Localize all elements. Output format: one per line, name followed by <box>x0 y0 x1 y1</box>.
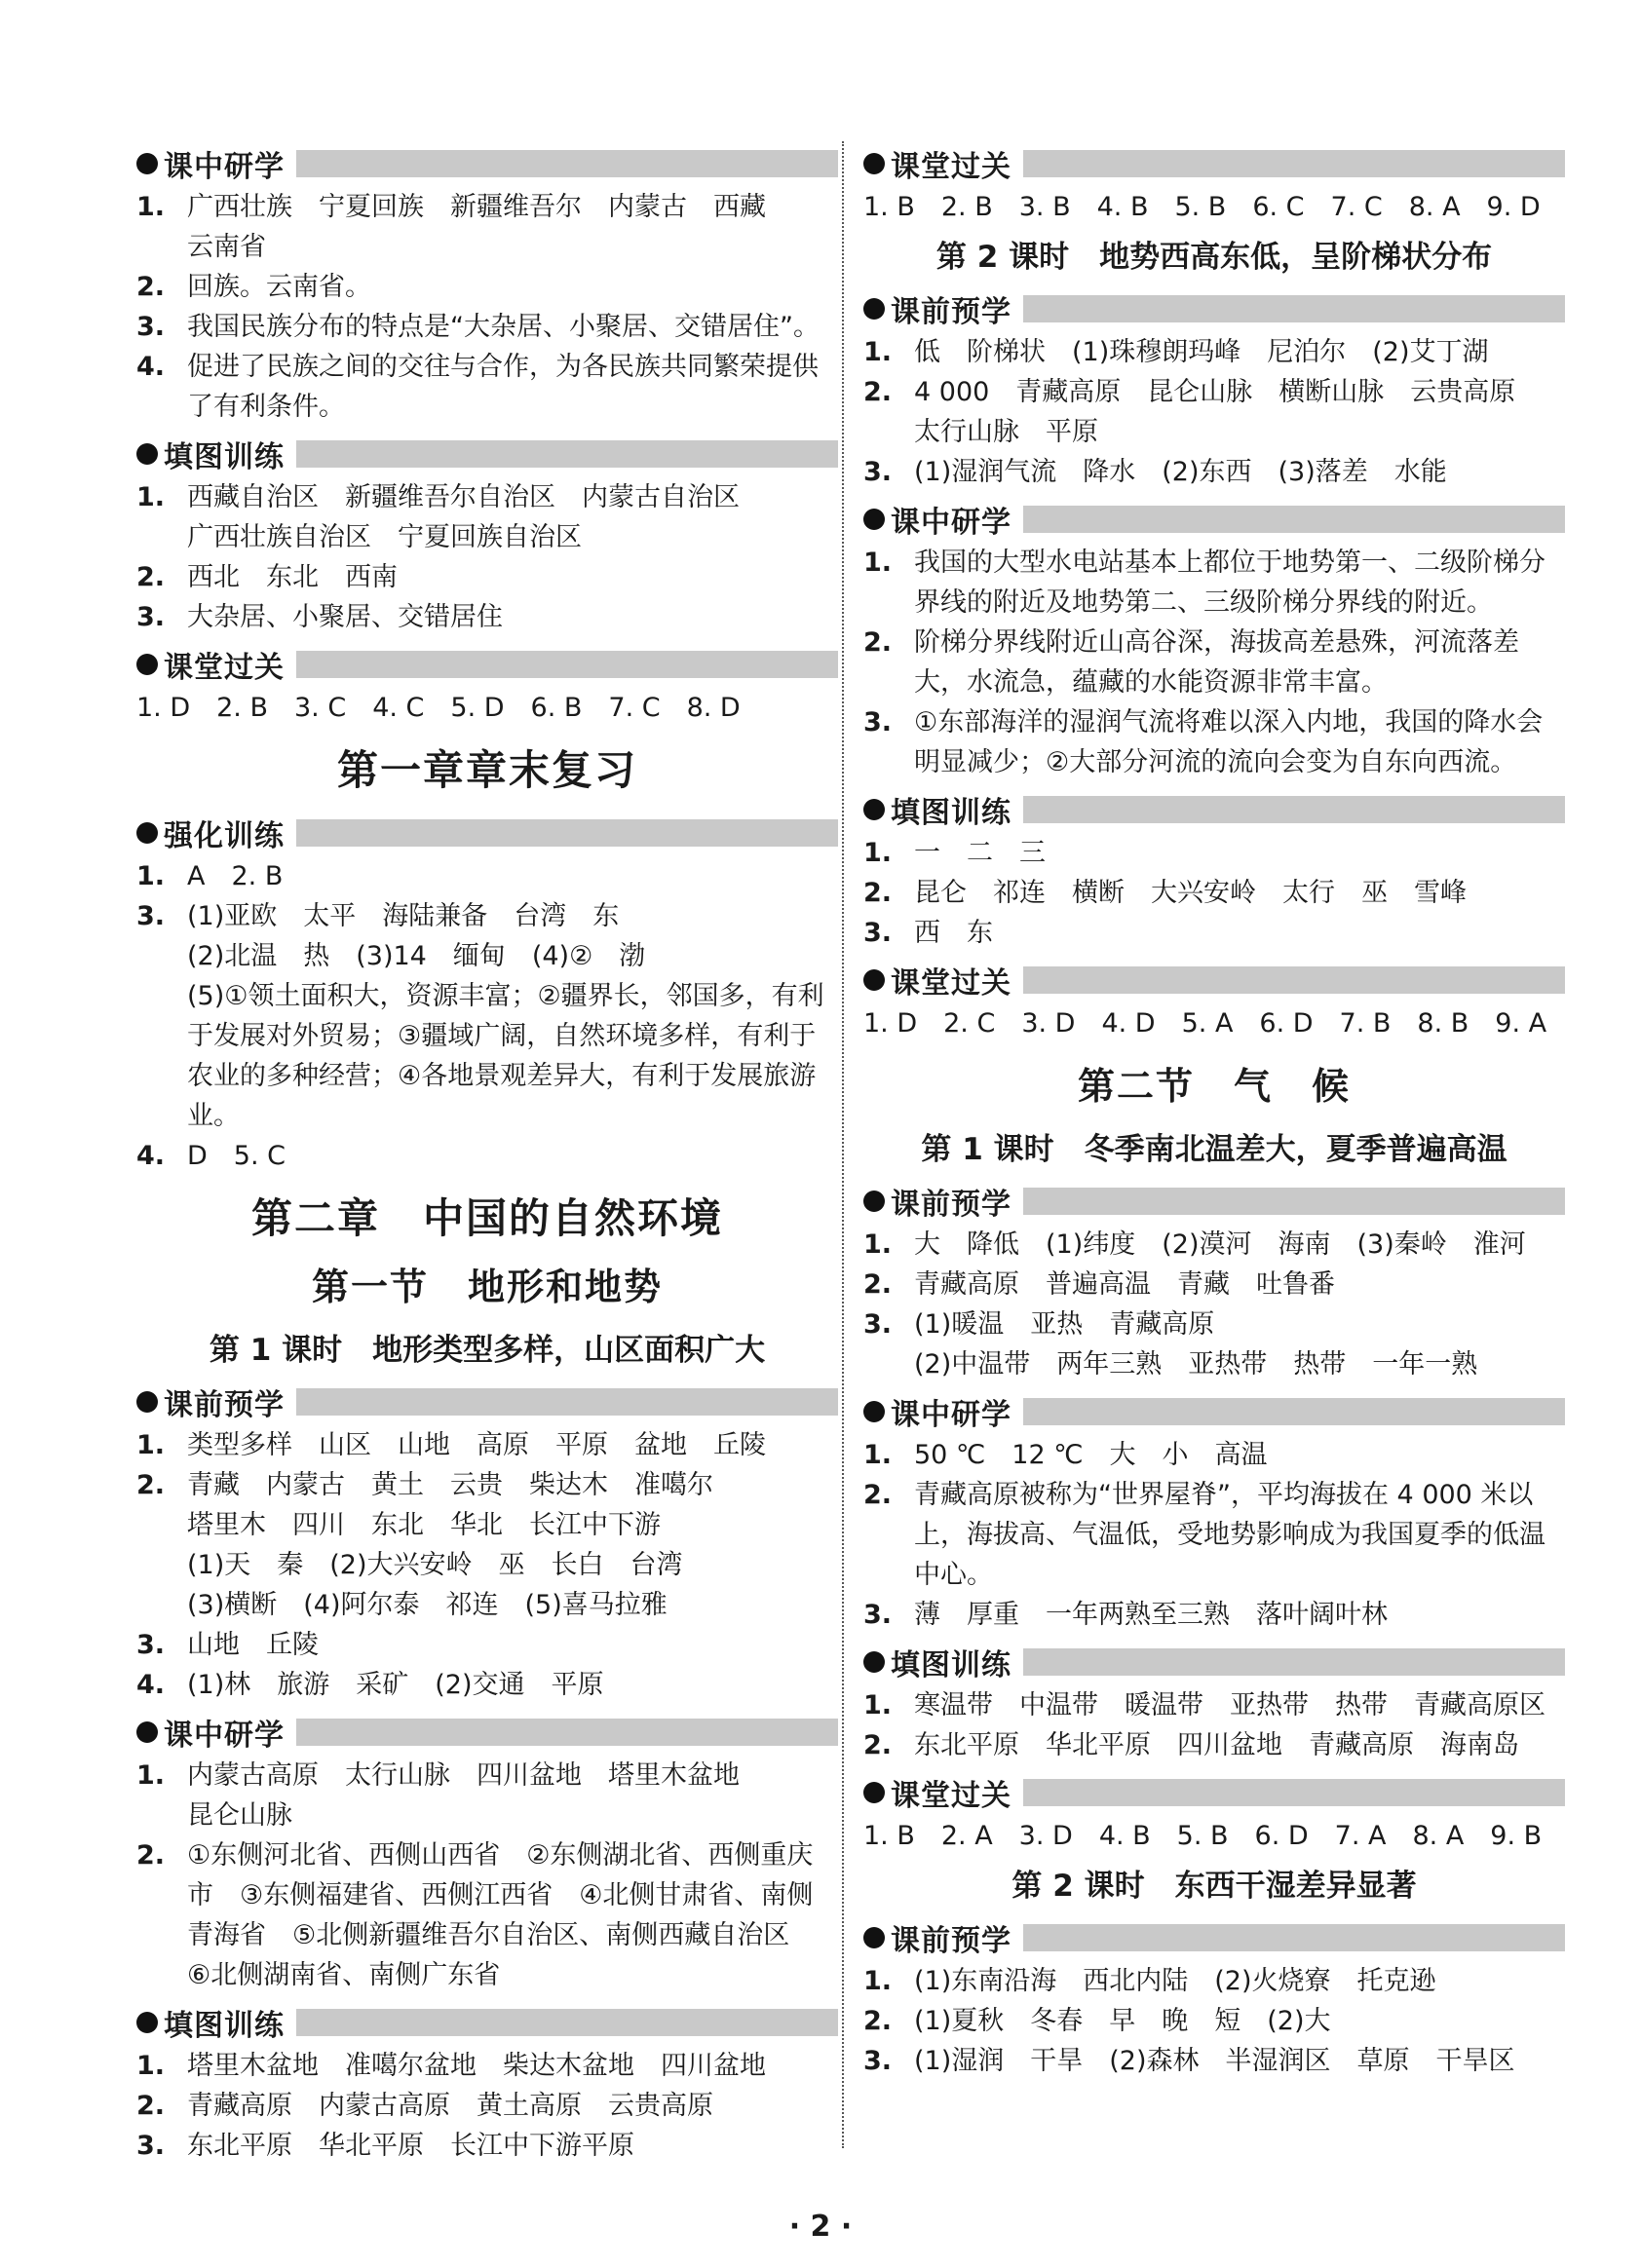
section-bar <box>296 819 838 847</box>
section-title: 课中研学 <box>891 1398 1011 1432</box>
column-divider <box>842 141 844 2148</box>
section-title: 课堂过关 <box>164 651 285 685</box>
answer-item: 2. 青藏高原 内蒙古高原 黄土高原 云贵高原 <box>136 2091 713 2121</box>
answer-item: 3. 大杂居、小聚居、交错居住 <box>136 602 503 632</box>
section-header <box>863 786 1565 833</box>
answer-item: 3. (1)亚欧 太平 海陆兼备 台湾 东 <box>136 901 620 931</box>
section-heading: 第一节 地形和地势 <box>311 1266 663 1308</box>
answer-item: 3. 我国民族分布的特点是“大杂居、小聚居、交错居住”。 <box>136 312 820 342</box>
section-bar <box>1023 1648 1565 1676</box>
bullet-icon <box>863 298 885 320</box>
section-title: 课中研学 <box>164 1719 285 1753</box>
bullet-icon <box>863 153 885 174</box>
section-title: 课堂过关 <box>891 1779 1011 1813</box>
answer-continuation: (2)北温 热 (3)14 缅甸 (4)② 渤 <box>187 941 646 971</box>
bullet-icon <box>863 1782 885 1803</box>
section-header <box>863 140 1565 187</box>
page-number: · 2 · <box>788 2210 853 2244</box>
answer-item: 2. 西北 东北 西南 <box>136 562 398 592</box>
answer-continuation: (5)①领土面积大，资源丰富；②疆界长，邻国多，有利于发展对外贸易；③疆域广阔，自然环境多样，有利于农业的多种经营；④各地景观差异大，有利于发展旅游业。 <box>187 981 824 1131</box>
lesson-title: 第 1 课时 冬季南北温差大，夏季普遍高温 <box>921 1132 1507 1167</box>
section-bar <box>1023 1188 1565 1215</box>
section-header <box>136 1999 838 2046</box>
section-bar <box>1023 1924 1565 1951</box>
section-title: 填图训练 <box>164 2009 285 2043</box>
bullet-icon <box>136 654 158 675</box>
section-title: 课前预学 <box>891 1924 1011 1958</box>
lesson-title: 第 1 课时 地形类型多样，山区面积广大 <box>209 1333 766 1368</box>
bullet-icon <box>863 799 885 820</box>
chapter-title: 第一章章末复习 <box>336 746 637 794</box>
section-header <box>136 140 838 187</box>
answer-item: 3. 薄 厚重 一年两熟至三熟 落叶阔叶林 <box>863 1600 1388 1630</box>
answer-item: 3. 西 东 <box>863 918 993 948</box>
answer-item: 3. 山地 丘陵 <box>136 1630 319 1660</box>
section-title: 强化训练 <box>164 819 285 853</box>
section-header <box>136 1709 838 1756</box>
answer-item: 1. A 2. B <box>136 861 284 891</box>
bullet-icon <box>136 822 158 844</box>
answer-continuation: 塔里木 四川 东北 华北 长江中下游 <box>187 1510 661 1540</box>
answer-item: 2. 青藏高原 普遍高温 青藏 吐鲁番 <box>863 1269 1335 1300</box>
answer-item: 1. 塔里木盆地 准噶尔盆地 柴达木盆地 四川盆地 <box>136 2051 766 2081</box>
answer-item: 3. (1)湿润气流 降水 (2)东西 (3)落差 水能 <box>863 457 1447 487</box>
section-bar <box>1023 150 1565 177</box>
section-bar <box>1023 506 1565 533</box>
right-column <box>863 136 1565 2081</box>
answer-continuation: (3)横断 (4)阿尔泰 祁连 (5)喜马拉雅 <box>187 1590 668 1620</box>
answer-item: 2. 东北平原 华北平原 四川盆地 青藏高原 海南岛 <box>863 1730 1519 1760</box>
answer-item: 2. 青藏 内蒙古 黄土 云贵 柴达木 准噶尔 <box>136 1470 713 1500</box>
answer-item: 1. 西藏自治区 新疆维吾尔自治区 内蒙古自治区 <box>136 482 740 512</box>
bullet-icon <box>863 1651 885 1673</box>
section-title: 课前预学 <box>891 295 1011 329</box>
answer-item: 2. (1)夏秋 冬春 早 晚 短 (2)大 <box>863 2006 1331 2036</box>
bullet-icon <box>136 1721 158 1743</box>
section-bar <box>296 1719 838 1746</box>
answer-continuation: 昆仑山脉 <box>187 1800 292 1831</box>
answer-item: 1. 一 二 三 <box>863 838 1046 868</box>
answer-continuation: 云南省 <box>187 232 266 262</box>
section-title: 课堂过关 <box>891 150 1011 184</box>
section-title: 填图训练 <box>891 796 1011 830</box>
section-header <box>136 810 838 856</box>
section-header <box>863 957 1565 1003</box>
section-bar <box>1023 1398 1565 1425</box>
answer-item: 1. (1)东南沿海 西北内陆 (2)火烧寮 托克逊 <box>863 1966 1436 1996</box>
lesson-title: 第 2 课时 东西干湿差异显著 <box>1011 1869 1417 1904</box>
bullet-icon <box>863 509 885 530</box>
section-bar <box>296 651 838 678</box>
bullet-icon <box>863 969 885 991</box>
bullet-icon <box>863 1191 885 1212</box>
section-bar <box>1023 295 1565 322</box>
answer-item: 2. 青藏高原被称为“世界屋脊”，平均海拔在 4 000 米以上，海拔高、气温低，受地势影响成为我国夏季的低温中心。 <box>863 1480 1546 1590</box>
section-title: 课前预学 <box>891 1188 1011 1222</box>
section-header <box>136 641 838 688</box>
answer-item: 3. 东北平原 华北平原 长江中下游平原 <box>136 2131 634 2161</box>
section-header <box>136 1379 838 1425</box>
section-title: 填图训练 <box>164 440 285 474</box>
answer-continuation: (2)中温带 两年三熟 亚热带 热带 一年一熟 <box>914 1349 1478 1380</box>
section-title: 课堂过关 <box>891 966 1011 1001</box>
answer-item: 1. 我国的大型水电站基本上都位于地势第一、二级阶梯分界线的附近及地势第二、三级阶梯分界线的附近。 <box>863 548 1546 618</box>
section-header <box>863 1388 1565 1435</box>
answer-item: 1. 广西壮族 宁夏回族 新疆维吾尔 内蒙古 西藏 <box>136 192 766 222</box>
answer-item: 3. (1)湿润 干旱 (2)森林 半湿润区 草原 干旱区 <box>863 2046 1515 2076</box>
section-title: 课中研学 <box>164 150 285 184</box>
bullet-icon <box>863 1927 885 1948</box>
section-bar <box>296 2009 838 2036</box>
answer-item: 4. D 5. C <box>136 1141 286 1171</box>
section-title: 课中研学 <box>891 506 1011 540</box>
bullet-icon <box>136 443 158 465</box>
chapter-title: 第二章 中国的自然环境 <box>250 1194 723 1242</box>
section-header <box>863 1178 1565 1225</box>
answer-row: 1. D 2. B 3. C 4. C 5. D 6. B 7. C 8. D <box>136 693 741 723</box>
section-bar <box>296 440 838 468</box>
answer-continuation: 广西壮族自治区 宁夏回族自治区 <box>187 522 582 552</box>
answer-continuation: (1)天 秦 (2)大兴安岭 巫 长白 台湾 <box>187 1550 683 1580</box>
answer-item: 1. 内蒙古高原 太行山脉 四川盆地 塔里木盆地 <box>136 1760 740 1791</box>
answer-item: 4. 促进了民族之间的交往与合作，为各民族共同繁荣提供了有利条件。 <box>136 352 819 422</box>
answer-item: 2. 4 000 青藏高原 昆仑山脉 横断山脉 云贵高原 <box>863 377 1516 407</box>
answer-item: 1. 大 降低 (1)纬度 (2)漠河 海南 (3)秦岭 淮河 <box>863 1229 1526 1260</box>
answer-item: 2. 阶梯分界线附近山高谷深，海拔高差悬殊，河流落差大，水流急，蕴藏的水能资源非常丰富。 <box>863 627 1519 698</box>
left-column <box>136 136 838 2166</box>
section-bar <box>1023 1779 1565 1806</box>
section-title: 填图训练 <box>891 1648 1011 1682</box>
bullet-icon <box>136 2012 158 2033</box>
answer-item: 2. 回族。云南省。 <box>136 272 371 302</box>
answer-item: 2. ①东侧河北省、西侧山西省 ②东侧湖北省、西侧重庆市 ③东侧福建省、西侧江西省 ④北侧甘肃省、南侧青海省 ⑤北侧新疆维吾尔自治区、南侧西藏自治区 ⑥北侧湖南省、南侧广东省 <box>136 1840 817 1990</box>
bullet-icon <box>863 1401 885 1422</box>
section-header <box>863 1769 1565 1816</box>
section-bar <box>1023 966 1565 994</box>
section-header <box>863 1639 1565 1685</box>
answer-item: 1. 低 阶梯状 (1)珠穆朗玛峰 尼泊尔 (2)艾丁湖 <box>863 337 1489 367</box>
section-bar <box>296 150 838 177</box>
bullet-icon <box>136 1391 158 1413</box>
section-header <box>136 431 838 477</box>
answer-item: 1. 50 ℃ 12 ℃ 大 小 高温 <box>863 1440 1268 1470</box>
section-header <box>863 285 1565 332</box>
answer-row: 1. B 2. A 3. D 4. B 5. B 6. D 7. A 8. A 9. B <box>863 1821 1543 1851</box>
section-bar <box>296 1388 838 1416</box>
answer-row: 1. D 2. C 3. D 4. D 5. A 6. D 7. B 8. B 9. A <box>863 1008 1547 1039</box>
section-heading: 第二节 气 候 <box>1077 1065 1351 1108</box>
answer-item: 4. (1)林 旅游 采矿 (2)交通 平原 <box>136 1670 604 1700</box>
lesson-title: 第 2 课时 地势西高东低，呈阶梯状分布 <box>935 240 1493 275</box>
answer-item: 3. (1)暖温 亚热 青藏高原 <box>863 1309 1215 1340</box>
answer-continuation: 太行山脉 平原 <box>914 417 1098 447</box>
section-header <box>863 1914 1565 1961</box>
answer-item: 3. ①东部海洋的湿润气流将难以深入内地，我国的降水会明显减少；②大部分河流的流向会变为自东向西流。 <box>863 707 1544 777</box>
answer-item: 1. 类型多样 山区 山地 高原 平原 盆地 丘陵 <box>136 1430 766 1460</box>
section-title: 课前预学 <box>164 1388 285 1422</box>
section-bar <box>1023 796 1565 823</box>
section-header <box>863 496 1565 543</box>
bullet-icon <box>136 153 158 174</box>
answer-item: 1. 寒温带 中温带 暖温带 亚热带 热带 青藏高原区 <box>863 1690 1546 1720</box>
answer-row: 1. B 2. B 3. B 4. B 5. B 6. C 7. C 8. A 9. D <box>863 192 1541 222</box>
answer-item: 2. 昆仑 祁连 横断 大兴安岭 太行 巫 雪峰 <box>863 878 1467 908</box>
